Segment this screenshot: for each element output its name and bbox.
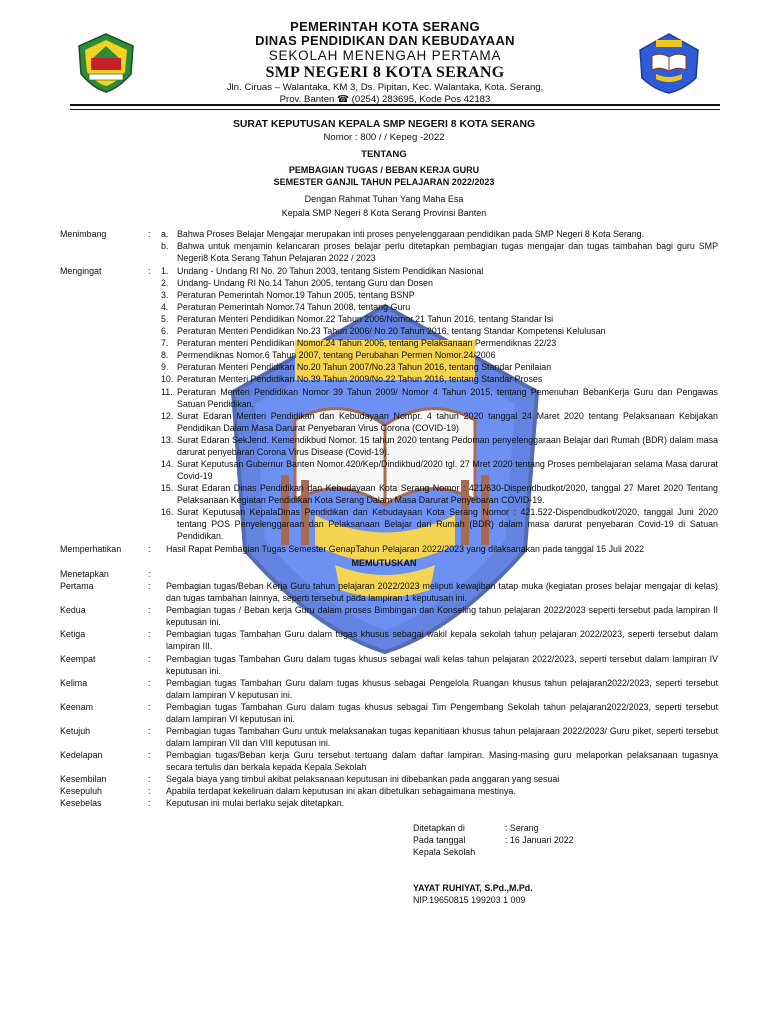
- decree-number: Nomor : 800 / / Kepeg -2022: [323, 132, 445, 143]
- subject-line-2: SEMESTER GANJIL TAHUN PELAJARAN 2022/2023: [273, 177, 495, 187]
- school-level: SEKOLAH MENENGAH PERTAMA: [268, 48, 502, 63]
- address-line-2: Prov. Banten ☎ (0254) 283695, Kode Pos 42183: [279, 94, 491, 105]
- school-name: SMP NEGERI 8 KOTA SERANG: [265, 64, 505, 81]
- signature-role: Kepala Sekolah: [413, 847, 476, 857]
- signatory-name: YAYAT RUHIYAT, S.Pd.,M.Pd.: [413, 883, 533, 893]
- section-label: Memperhatikan: [60, 544, 122, 554]
- letterhead-rule-thick: [70, 104, 720, 106]
- gov-name: PEMERINTAH KOTA SERANG: [290, 19, 480, 34]
- kota-serang-logo: [75, 32, 137, 94]
- section-label: Menetapkan: [60, 569, 109, 579]
- letterhead: [70, 20, 720, 106]
- decree-heading: SURAT KEPUTUSAN KEPALA SMP NEGERI 8 KOTA SERANG: [232, 119, 536, 130]
- letterhead-rule-thin: [70, 109, 720, 110]
- grace-line: Dengan Rahmat Tuhan Yang Maha Esa: [304, 194, 464, 204]
- section-label: Mengingat: [60, 266, 102, 276]
- section-label: Menimbang: [60, 229, 107, 239]
- address-line-1: Jln. Ciruas – Walantaka, KM 3, Ds. Pipitan, Kec. Walantaka, Kota. Serang,: [226, 82, 544, 93]
- signatory-nip: NIP.19650815 199203 1 009: [413, 895, 526, 905]
- office-name: DINAS PENDIDIKAN DAN KEBUDAYAAN: [255, 33, 515, 48]
- school-logo: [638, 32, 700, 94]
- principal-line: Kepala SMP Negeri 8 Kota Serang Provinsi Banten: [281, 208, 487, 218]
- memutuskan-heading: MEMUTUSKAN: [351, 558, 417, 568]
- tentang-heading: TENTANG: [361, 149, 407, 160]
- subject-line-1: PEMBAGIAN TUGAS / BEBAN KERJA GURU: [288, 165, 480, 175]
